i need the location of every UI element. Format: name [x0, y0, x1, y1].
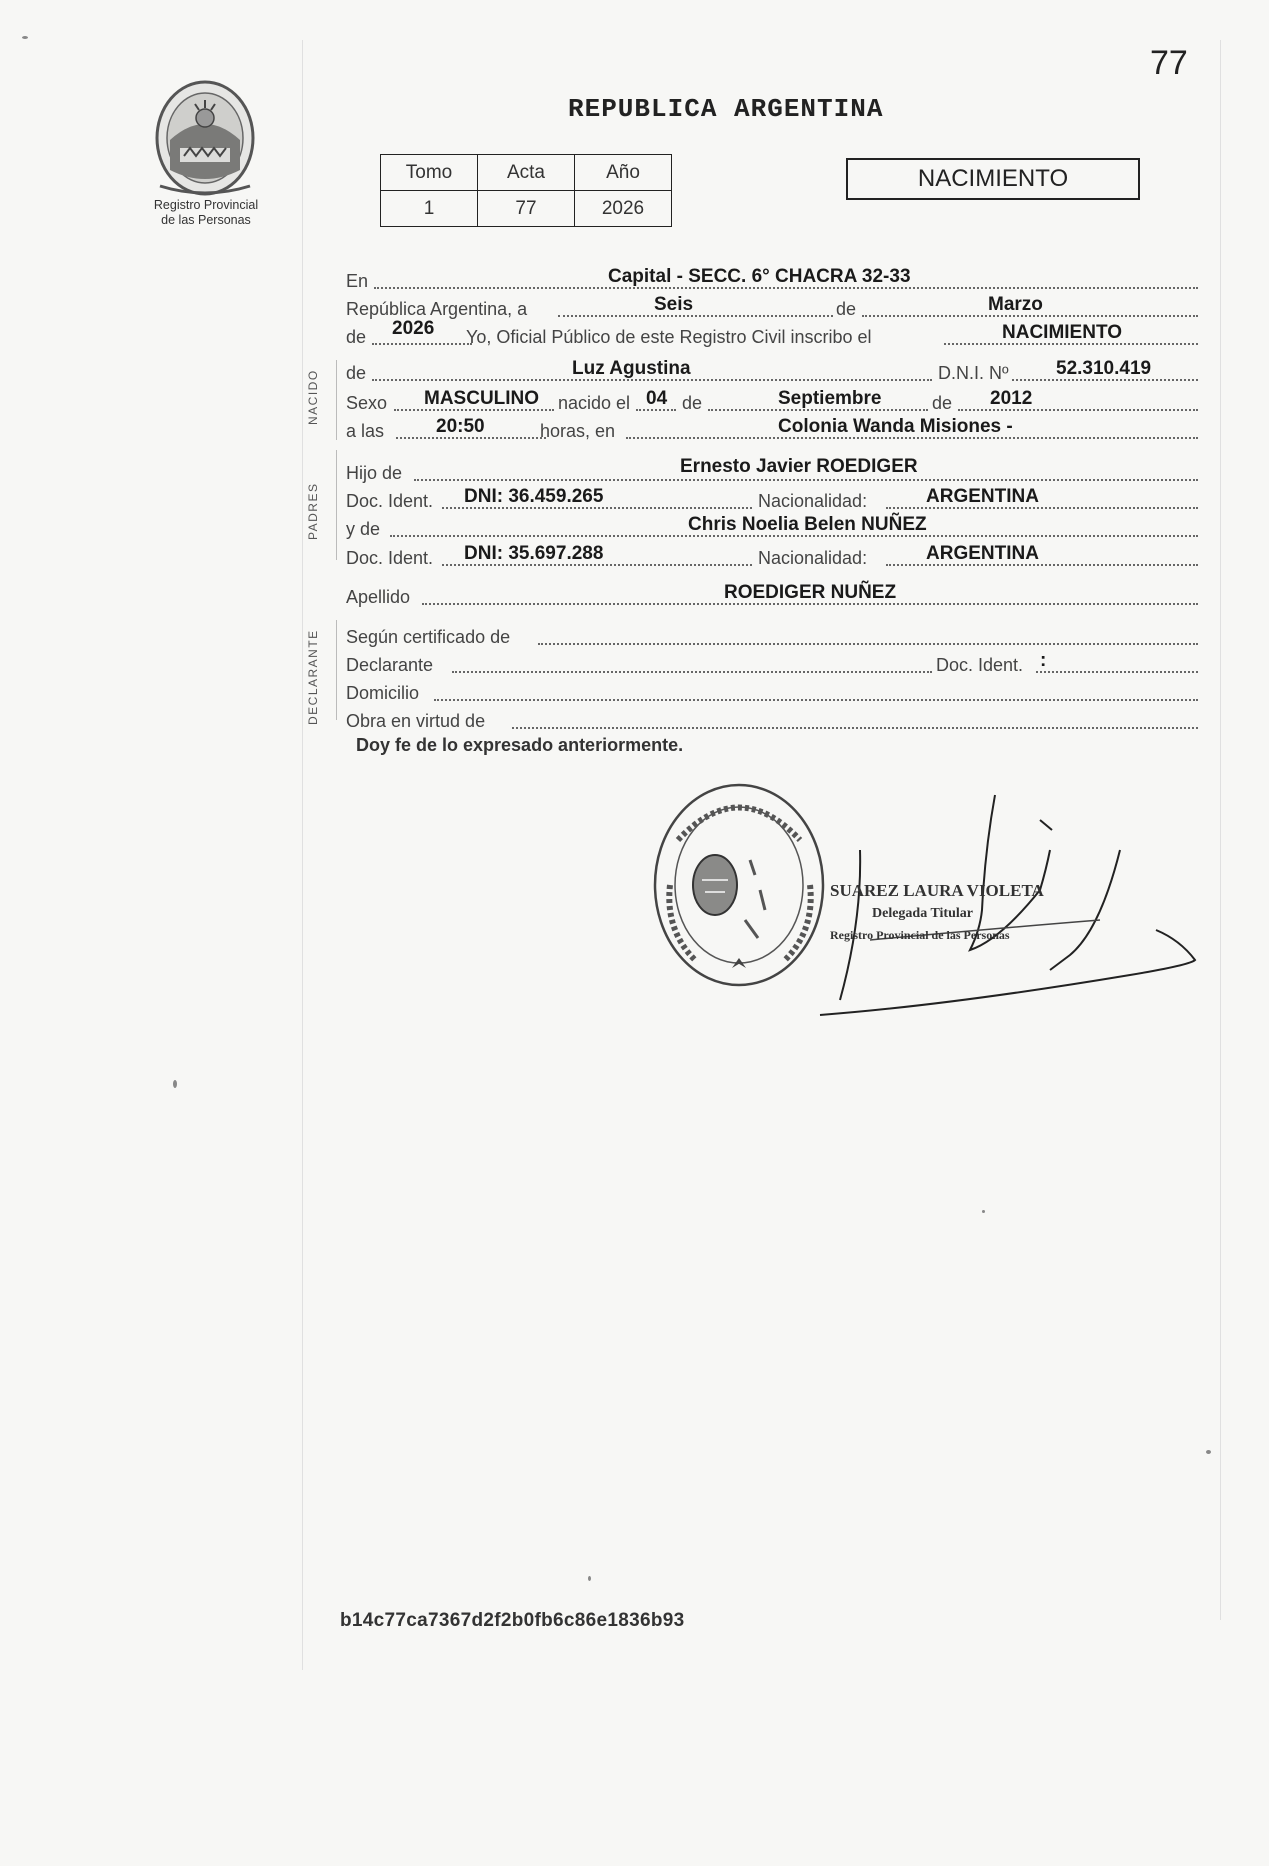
label-dni: D.N.I. Nº [938, 363, 1009, 383]
line-inscription [346, 320, 1198, 350]
value-sex: MASCULINO [424, 388, 540, 409]
scan-margin-right [1220, 40, 1221, 1620]
line-surname [346, 580, 1198, 610]
value-birth-time: 20:50 [436, 416, 485, 437]
label-de: de [346, 363, 367, 383]
section-divider [336, 450, 337, 560]
line-father-doc [346, 484, 1198, 514]
page-number: 77 [1150, 44, 1188, 82]
line-birth-place [346, 414, 1198, 444]
line-address [346, 676, 1198, 706]
line-by-virtue [346, 704, 1198, 734]
dotted-leader [452, 671, 932, 673]
label-sexo: Sexo [346, 393, 388, 413]
section-label-nacido: NACIDO [306, 369, 320, 425]
value-father-nationality: ARGENTINA [926, 486, 1039, 507]
registry-header-tomo: Tomo [381, 155, 478, 191]
signer-office: Registro Provincial de las Personas [830, 928, 1010, 942]
value-declarant-doc: : [1040, 650, 1047, 671]
dotted-leader [558, 315, 833, 317]
seal-caption-line1: Registro Provincial [153, 198, 259, 212]
value-name: Luz Agustina [572, 358, 691, 379]
dotted-leader [434, 699, 1198, 701]
scan-speck [173, 1080, 177, 1088]
value-mother-nationality: ARGENTINA [926, 543, 1039, 564]
registry-value-tomo: 1 [381, 191, 478, 227]
label-a-las: a las [346, 421, 385, 441]
label-hijo-de: Hijo de [346, 463, 403, 483]
label-nacionalidad: Nacionalidad: [758, 491, 868, 511]
dotted-leader [512, 727, 1198, 729]
label-domicilio: Domicilio [346, 683, 420, 703]
registry-header-ano: Año [575, 155, 672, 191]
act-type-box: NACIMIENTO [846, 158, 1140, 200]
label-doc-ident: Doc. Ident. [346, 491, 434, 511]
label-y-de: y de [346, 519, 381, 539]
line-name [346, 356, 1198, 386]
scan-speck [588, 1576, 591, 1581]
value-dni: 52.310.419 [1056, 358, 1152, 379]
section-label-padres: PADRES [306, 482, 320, 540]
value-birth-day: 04 [646, 388, 668, 409]
label-de: de [932, 393, 953, 413]
section-label-declarante: DECLARANTE [306, 629, 320, 725]
document-title: REPUBLICA ARGENTINA [568, 94, 884, 124]
dotted-leader [414, 479, 1198, 481]
label-nacido-el: nacido el [558, 393, 631, 413]
registry-table [380, 154, 672, 227]
label-doc-ident-declarante: Doc. Ident. [936, 655, 1024, 675]
label-doc-ident: Doc. Ident. [346, 548, 434, 568]
value-year: 2026 [392, 318, 435, 339]
registry-value-row [381, 191, 672, 227]
scan-margin-left [302, 40, 303, 1670]
registry-header-acta: Acta [478, 155, 575, 191]
section-divider [336, 360, 337, 440]
value-act-kind: NACIMIENTO [1002, 322, 1122, 343]
dotted-leader [1036, 671, 1198, 673]
label-republica: República Argentina, a [346, 299, 528, 319]
signer-title: Delegada Titular [872, 906, 973, 921]
line-declarant [346, 648, 1198, 678]
registry-value-ano: 2026 [575, 191, 672, 227]
line-mother [346, 512, 1198, 542]
scan-speck [982, 1210, 985, 1213]
value-mother-doc: DNI: 35.697.288 [464, 543, 604, 564]
registry-value-acta: 77 [478, 191, 575, 227]
value-father-doc: DNI: 36.459.265 [464, 486, 604, 507]
label-de: de [836, 299, 857, 319]
label-horas-en: horas, en [540, 421, 616, 441]
scan-speck [22, 36, 28, 39]
section-divider [336, 620, 337, 720]
scan-speck [1206, 1450, 1211, 1454]
line-place [346, 264, 1198, 294]
value-birth-month: Septiembre [778, 388, 882, 409]
line-mother-doc [346, 541, 1198, 571]
closing-statement: Doy fe de lo expresado anteriormente. [356, 735, 684, 755]
value-birth-year: 2012 [990, 388, 1033, 409]
signer-name: SUAREZ LAURA VIOLETA [830, 881, 1044, 900]
dotted-leader [538, 643, 1198, 645]
label-de: de [682, 393, 703, 413]
line-certificate [346, 620, 1198, 650]
label-segun-certificado: Según certificado de [346, 627, 511, 647]
value-surname: ROEDIGER NUÑEZ [724, 582, 897, 603]
value-father-name: Ernesto Javier ROEDIGER [680, 456, 918, 477]
seal-caption [136, 198, 276, 228]
value-place: Capital - SECC. 6° CHACRA 32-33 [608, 266, 911, 287]
registry-header-row [381, 155, 672, 191]
line-date [346, 292, 1198, 322]
label-declarante: Declarante [346, 655, 434, 675]
seal-caption-line2: de las Personas [161, 213, 251, 227]
label-apellido: Apellido [346, 587, 411, 607]
value-mother-name: Chris Noelia Belen NUÑEZ [688, 514, 927, 535]
label-yo-oficial: Yo, Oficial Público de este Registro Civil inscribo el [466, 327, 872, 347]
provincial-seal-icon [150, 78, 260, 198]
label-de: de [346, 327, 367, 347]
dotted-leader [372, 343, 472, 345]
document-hash: b14c77ca7367d2f2b0fb6c86e1836b93 [340, 1610, 685, 1631]
value-month: Marzo [988, 294, 1043, 315]
line-birth-date [346, 386, 1198, 416]
handwritten-signature-icon [800, 790, 1200, 1020]
value-birth-place: Colonia Wanda Misiones - [778, 416, 1013, 437]
label-en: En [346, 271, 369, 291]
line-father [346, 456, 1198, 486]
label-obra-en-virtud: Obra en virtud de [346, 711, 486, 731]
value-day: Seis [654, 294, 694, 315]
label-nacionalidad: Nacionalidad: [758, 548, 868, 568]
